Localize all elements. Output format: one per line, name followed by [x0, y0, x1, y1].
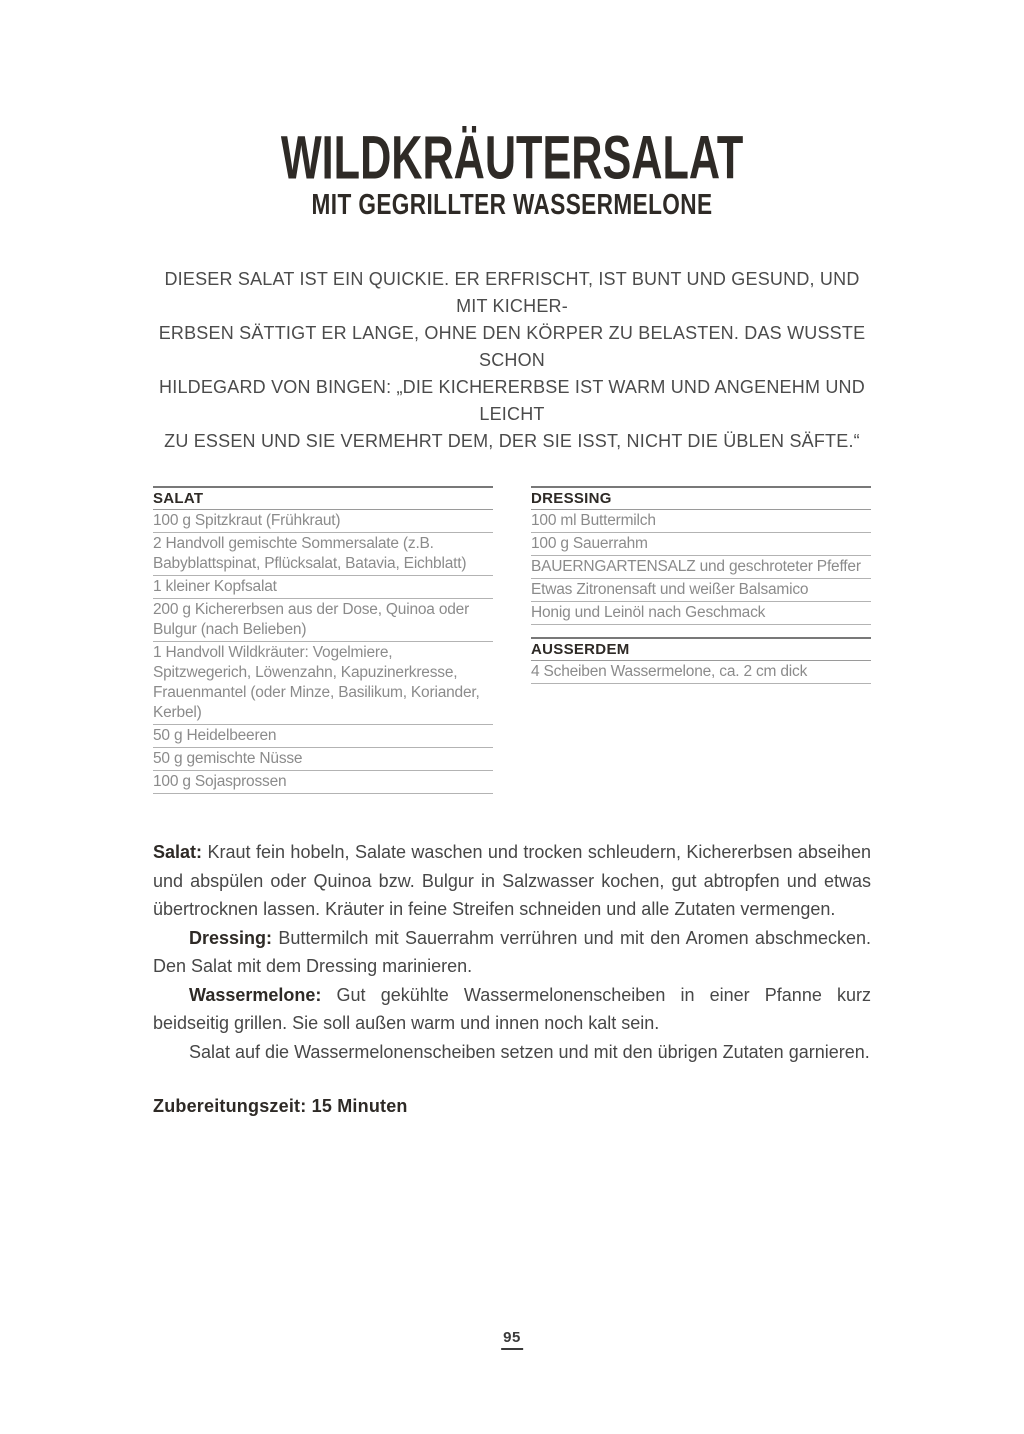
- ingredient-item: 200 g Kichererbsen aus der Dose, Quinoa oder Bulgur (nach Belieben): [153, 599, 493, 642]
- intro-text: [153, 266, 871, 455]
- ingredient-item: 50 g gemischte Nüsse: [153, 748, 493, 771]
- step-text: Buttermilch mit Sauerrahm verrühren und mit den Aromen abschmecken. Den Salat mit dem Dressing marinieren.: [153, 927, 871, 976]
- ingredients-column-left: [153, 486, 493, 794]
- instruction-step-wassermelone: [153, 981, 871, 1038]
- intro-line: ERBSEN SÄTTIGT ER LANGE, OHNE DEN KÖRPER ZU BELASTEN. DAS WUSSTE SCHON: [158, 323, 866, 370]
- section-heading-ausserdem: AUSSERDEM: [531, 639, 871, 661]
- prep-time: Zubereitungszeit: 15 Minuten: [153, 1096, 408, 1116]
- ingredients-section-dressing: [531, 486, 871, 625]
- ingredient-item: 100 g Sauerrahm: [531, 533, 871, 556]
- section-heading-dressing: DRESSING: [531, 488, 871, 510]
- ingredients-column-right: [531, 486, 871, 794]
- ingredient-item: 2 Handvoll gemischte Sommersalate (z.B. Babyblattspinat, Pflücksalat, Batavia, Eichblatt): [153, 533, 493, 576]
- step-text: Salat auf die Wassermelonenscheiben setzen und mit den übrigen Zutaten garnieren.: [189, 1041, 870, 1062]
- instruction-step-final: [153, 1038, 871, 1067]
- section-heading-salat: SALAT: [153, 488, 493, 510]
- step-label: Salat:: [153, 842, 203, 862]
- ingredients-section-ausserdem: [531, 637, 871, 684]
- ingredients-section-salat: [153, 486, 493, 794]
- intro-line: DIESER SALAT IST EIN QUICKIE. ER ERFRISCHT, IST BUNT UND GESUND, UND MIT KICHER-: [164, 269, 860, 316]
- ingredient-item: 100 ml Buttermilch: [531, 510, 871, 533]
- step-label: Dressing:: [189, 927, 273, 948]
- subtitle-block: [153, 190, 871, 220]
- ingredient-item: BAUERNGARTENSALZ und geschroteter Pfeffer: [531, 556, 871, 579]
- step-text: Gut gekühlte Wassermelonenscheiben in einer Pfanne kurz beidseitig grillen. Sie soll außen warm und innen noch kalt sein.: [153, 984, 871, 1033]
- step-label: Wassermelone:: [189, 984, 322, 1005]
- instruction-step-dressing: [153, 924, 871, 981]
- recipe-title: WILDKRÄUTERSALAT: [280, 123, 744, 192]
- page-content: [153, 123, 871, 1117]
- recipe-subtitle: MIT GEGRILLTER WASSERMELONE: [311, 189, 713, 221]
- ingredient-item: 100 g Sojasprossen: [153, 771, 493, 794]
- instruction-step-salat: [153, 838, 871, 924]
- ingredients-area: [153, 486, 871, 794]
- page-number: 95: [501, 1329, 523, 1350]
- intro-line: ZU ESSEN UND SIE VERMEHRT DEM, DER SIE ISST, NICHT DIE ÜBLEN SÄFTE.“: [164, 431, 860, 451]
- ingredient-item: 4 Scheiben Wassermelone, ca. 2 cm dick: [531, 661, 871, 684]
- instructions: [153, 838, 871, 1066]
- ingredient-item: 1 kleiner Kopfsalat: [153, 576, 493, 599]
- ingredient-item: Honig und Leinöl nach Geschmack: [531, 602, 871, 625]
- ingredient-item: 1 Handvoll Wildkräuter: Vogelmiere, Spitzwegerich, Löwenzahn, Kapuzinerkresse, Frauenmantel (oder Minze, Basilikum, Koriander, Kerbel): [153, 642, 493, 725]
- ingredient-item: 50 g Heidelbeeren: [153, 725, 493, 748]
- title-block: [153, 123, 871, 192]
- ingredient-item: 100 g Spitzkraut (Frühkraut): [153, 510, 493, 533]
- intro-line: HILDEGARD VON BINGEN: „DIE KICHERERBSE IST WARM UND ANGENEHM UND LEICHT: [159, 377, 865, 424]
- ingredient-item: Etwas Zitronensaft und weißer Balsamico: [531, 579, 871, 602]
- step-text: Kraut fein hobeln, Salate waschen und trocken schleudern, Kichererbsen abseihen und abspülen oder Quinoa bzw. Bulgur in Salzwasser kochen, gut abtropfen und etwas übertrocknen lassen. Kräuter in feine Streifen schneiden und alle Zutaten vermengen.: [153, 842, 871, 919]
